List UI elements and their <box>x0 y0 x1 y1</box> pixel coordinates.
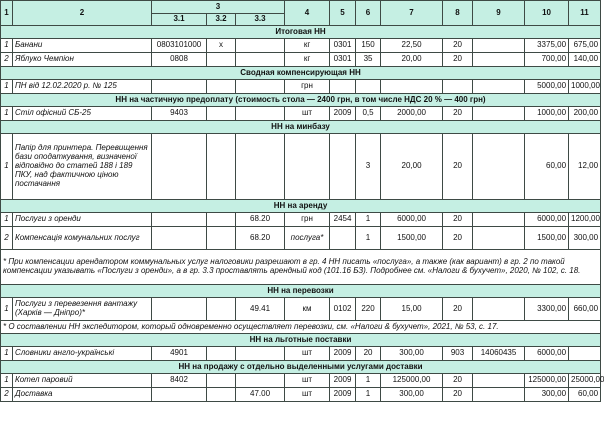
col-header-8: 8 <box>443 1 473 26</box>
table-row: 1 Котел паровий 8402 шт 2009 1 125000,00 20 125000,00 25000,00 <box>1 374 601 388</box>
col-header-3-2: 3.2 <box>207 14 236 26</box>
footnote: * О составлении НН экспедитором, который одновременно осуществляет перевозки, см. «Налоги & бухучет», 2021, № 53, с. 17. <box>1 321 601 334</box>
col-header-3-1: 3.1 <box>152 14 207 26</box>
table-row: 2 Компенсація комунальних послуг 68.20 послуга* 1 1500,00 20 1500,00 300,00 <box>1 227 601 250</box>
section-title: НН на льготные поставки <box>1 334 601 347</box>
table-row: 1 Стіл офісний СБ-25 9403 шт 2009 0,5 2000,00 20 1000,00 200,00 <box>1 107 601 121</box>
col-header-7: 7 <box>381 1 443 26</box>
table-row: 1 ПН від 12.02.2020 р. № 125 грн 5000,00 1000,00 <box>1 80 601 94</box>
col-header-11: 11 <box>569 1 601 26</box>
col-header-9: 9 <box>473 1 525 26</box>
footnote: * При компенсации арендатором коммунальных услуг налоговики разрешают в гр. 4 НН писать «послуга», а также (как вариант) в гр. 2 по такой компенсации указывать «Послуги з оренди», а в гр. 3.3 проставлять арендный код (101.16 БЗ). Подробнее см. «Налоги & бухучет», 2020, № 102, с. 18. <box>1 250 601 285</box>
table-row: 1 Послуги з перевезення вантажу (Харків — Дніпро)* 49.41 км 0102 220 15,00 20 3300,00 660,00 <box>1 298 601 321</box>
section-title: НН на перевозки <box>1 285 601 298</box>
col-header-3: 3 <box>152 1 285 14</box>
col-header-6: 6 <box>356 1 381 26</box>
table-row: 1 Банани 0803101000 х кг 0301 150 22,50 20 3375,00 675,00 <box>1 39 601 53</box>
table-row: 1 Папір для принтера. Перевищення бази оподаткування, визначеної відповідно до статей 188 і 189 ПКУ, над фактичною ціною постачання 3 20,00 20 60,00 12,00 <box>1 134 601 200</box>
section-title: НН на аренду <box>1 200 601 213</box>
table-row: 1 Словники англо-українські 4901 шт 2009 20 300,00 903 14060435 6000,00 <box>1 347 601 361</box>
table-row: 1 Послуги з оренди 68.20 грн 2454 1 6000,00 20 6000,00 1200,00 <box>1 213 601 227</box>
section-title: НН на частичную предоплату (стоимость стола — 2400 грн, в том числе НДС 20 % — 400 грн) <box>1 94 601 107</box>
col-header-1: 1 <box>1 1 13 26</box>
col-header-5: 5 <box>330 1 356 26</box>
col-header-2: 2 <box>13 1 152 26</box>
section-title: Итоговая НН <box>1 26 601 39</box>
section-title: НН на минбазу <box>1 121 601 134</box>
col-header-3-3: 3.3 <box>236 14 285 26</box>
table-row: 2 Доставка 47.00 шт 2009 1 300,00 20 300,00 60,00 <box>1 388 601 402</box>
col-header-10: 10 <box>525 1 569 26</box>
section-title: НН на продажу с отдельно выделенными услугами доставки <box>1 361 601 374</box>
section-title: Сводная компенсирующая НН <box>1 67 601 80</box>
table-row: 2 Яблуко Чемпіон 0808 кг 0301 35 20,00 20 700,00 140,00 <box>1 53 601 67</box>
col-header-4: 4 <box>285 1 330 26</box>
header-row <box>1 1 601 14</box>
